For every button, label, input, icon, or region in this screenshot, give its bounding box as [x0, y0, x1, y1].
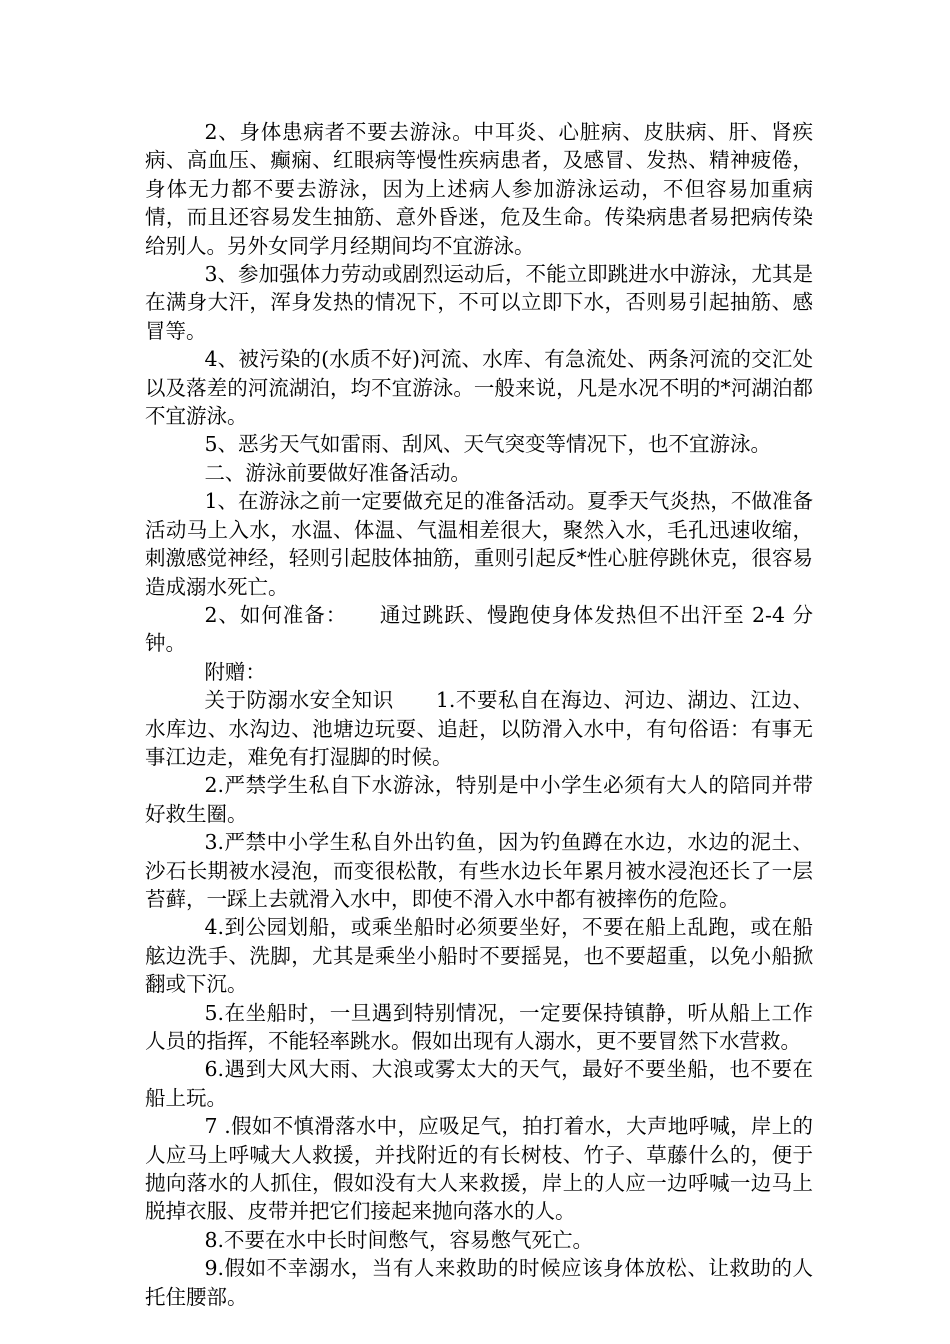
paragraph-11: 3.严禁中小学生私自外出钓鱼，因为钓鱼蹲在水边，水边的泥土、沙石长期被水浸泡，而变很松散，有些水边长年累月被水浸泡还长了一层苔藓，一踩上去就滑入水中，即使不滑入水中都有被摔伤的危险。 [145, 830, 813, 911]
paragraph-12: 4.到公园划船，或乘坐船时必须要坐好，不要在船上乱跑，或在船舷边洗手、洗脚，尤其是乘坐小船时不要摇晃，也不要超重，以免小船掀翻或下沉。 [145, 915, 813, 997]
paragraph-4: 5、恶劣天气如雷雨、刮风、天气突变等情况下，也不宜游泳。 [204, 432, 771, 457]
paragraph-10: 2.严禁学生私自下水游泳，特别是中小学生必须有大人的陪同并带好救生圈。 [145, 773, 813, 826]
paragraph-16: 8.不要在水中长时间憋气，容易憋气死亡。 [204, 1227, 593, 1252]
paragraph-13: 5.在坐船时，一旦遇到特别情况，一定要保持镇静，听从船上工作人员的指挥，不能轻率跳水。假如出现有人溺水，更不要冒然下水营救。 [145, 1000, 813, 1053]
paragraph-3: 4、被污染的(水质不好)河流、水库、有急流处、两条河流的交汇处以及落差的河流湖泊，均不宜游泳。一般来说，凡是水况不明的*河湖泊都不宜游泳。 [145, 347, 813, 429]
appendix-label: 附赠： [204, 659, 266, 684]
paragraph-6: 1、在游泳之前一定要做充足的准备活动。夏季天气炎热，不做准备活动马上入水，水温、体温、气温相差很大，聚然入水，毛孔迅速收缩，刺激感觉神经，轻则引起肢体抽筋，重则引起反*性心脏停跳休克，很容易造成溺水死亡。 [145, 489, 813, 599]
paragraph-15: 7 .假如不慎滑落水中，应吸足气，拍打着水，大声地呼喊，岸上的人应马上呼喊大人救援，并找附近的有长树枝、竹子、草藤什么的，便于抛向落水的人抓住，假如没有大人来救援，岸上的人应一边呼喊一边马上脱掉衣服、皮带并把它们接起来抛向落水的人。 [145, 1114, 813, 1224]
paragraph-17: 9.假如不幸溺水，当有人来救助的时候应该身体放松、让救助的人托住腰部。 [145, 1256, 813, 1309]
document-body [145, 118, 813, 1311]
paragraph-2: 3、参加强体力劳动或剧烈运动后，不能立即跳进水中游泳，尤其是在满身大汗，浑身发热的情况下，不可以立即下水，否则易引起抽筋、感冒等。 [145, 262, 813, 343]
paragraph-1: 2、身体患病者不要去游泳。中耳炎、心脏病、皮肤病、肝、肾疾病、高血压、癫痫、红眼病等慢性疾病患者，及感冒、发热、精神疲倦，身体无力都不要去游泳，因为上述病人参加游泳运动，不但容易加重病情，而且还容易发生抽筋、意外昏迷，危及生命。传染病患者易把病传染给别人。另外女同学月经期间均不宜游泳。 [145, 120, 813, 258]
section-heading: 二、游泳前要做好准备活动。 [204, 460, 471, 485]
paragraph-9: 关于防溺水安全知识 1.不要私自在海边、河边、湖边、江边、水库边、水沟边、池塘边玩耍、追赶，以防滑入水中，有句俗语：有事无事江边走，难免有打湿脚的时候。 [145, 688, 813, 769]
paragraph-14: 6.遇到大风大雨、大浪或雾太大的天气，最好不要坐船，也不要在船上玩。 [145, 1057, 813, 1110]
paragraph-7: 2、如何准备： 通过跳跃、慢跑使身体发热但不出汗至 2-4 分钟。 [145, 602, 813, 656]
